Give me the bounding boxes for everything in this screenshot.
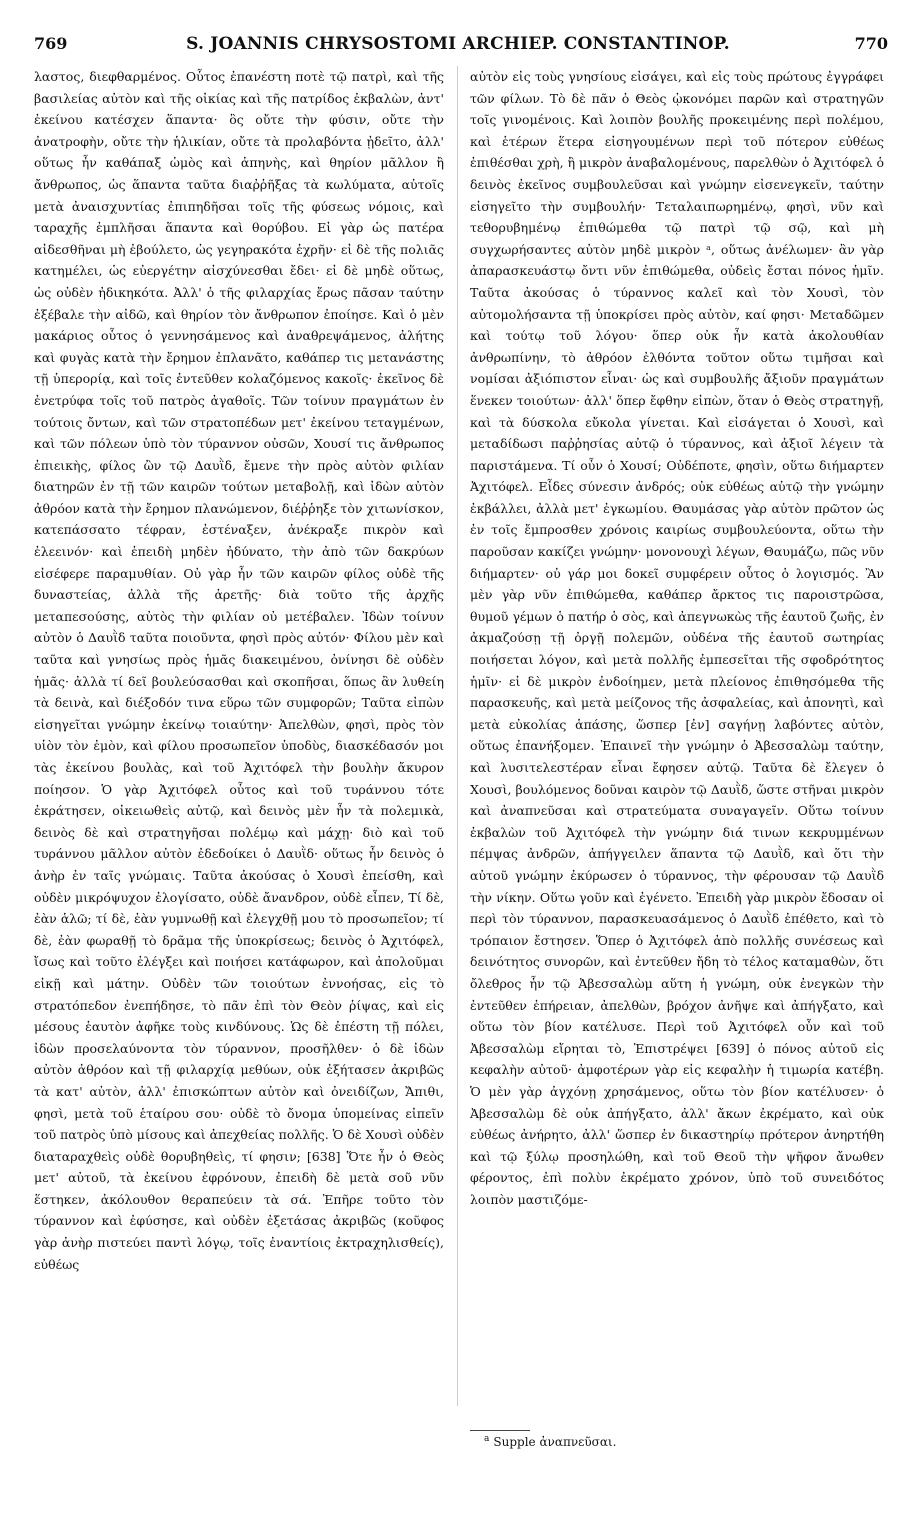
column-divider	[457, 66, 458, 1406]
footnote-rule	[470, 1430, 530, 1431]
right-column-text: αὐτὸν εἰς τοὺς γνησίους εἰσάγει, καὶ εἰς τοὺς πρώτους ἐγγράφει τῶν φίλων. Τὸ δὲ πᾶν ὁ Θεὸς ᾠκονόμει παρῶν καὶ στρατηγῶν τοῖς γινομένοις. Καὶ λοιπὸν βουλῆς προκειμένης περὶ πολέμου, καὶ ἑτέρων ἕτερα εἰσηγουμένων περὶ τοῦ πότερον εὐθέως ἐπιθέσθαι χρὴ, ἢ μικρὸν ἀναβαλομένους, παρελθὼν ὁ Ἀχιτόφελ ὁ δεινὸς ἐκεῖνος συμβουλεῦσαι καὶ γνώμην εἰσενεγκεῖν, ταύτην εἰσηγεῖτο τὴν συμβουλήν· Τεταλαιπωρημένῳ, φησὶ, νῦν καὶ τεθορυβημένῳ ἐπιθώμεθα τῷ πατρὶ τῷ σῷ, καὶ μὴ συγχωρήσαντες αὐτὸν μηδὲ μικρὸν ᵃ, οὕτως ἀνέλωμεν· ἂν γὰρ ἀπαρασκευάστῳ ὄντι νῦν ἐπιθώμεθα, οὐδεὶς ἔσται πόνος ἡμῖν. Ταῦτα ἀκούσας ὁ τύραννος καλεῖ καὶ τὸν Χουσὶ, τὸν αὐτομολήσαντα τῇ ὑποκρίσει πρὸς αὐτὸν, καί φησι· Μεταδῶμεν καὶ τούτῳ τοῦ λόγου· ὅπερ οὐκ ἦν κατὰ ἀκολουθίαν ἀνθρωπίνην, τὸ ἀθρόον ἐλθόντα τοῦτον οὕτω τιμῆσαι καὶ νομίσαι ἀξιόπιστον εἶναι· ὡς καὶ συμβουλῆς ἄξιοῦν πραγμάτων ἕνεκεν τοιούτων· ἀλλ' ὅπερ ἔφθην εἰπὼν, ὅταν ὁ Θεὸς στρατηγῇ, καὶ τὰ δύσκολα εὔκολα γίνεται. Καὶ εἰσάγεται ὁ Χουσὶ, καὶ μεταδίδωσι παῤῥησίας αὐτῷ ὁ τύραννος, καὶ ἀξιοῖ λέγειν τὰ παριστάμενα. Τί οὖν ὁ Χουσί; Οὐδέποτε, φησὶν, οὕτω διήμαρτεν Ἀχιτόφελ. Εἶδες σύνεσιν ἀνδρός; οὐκ εὐθέως αὐτῷ τὴν γνώμην ἐκβάλλει, ἀλλὰ μετ' ἐγκωμίου. Θαυμάσας γὰρ αὐτὸν πρῶτον ὡς ἐν τοῖς ἔμπροσθεν χρόνοις καιρίως συμβουλεύοντα, οὕτω τὴν παροῦσαν κακίζει γνώμην· μονονουχὶ λέγων, Θαυμάζω, πῶς νῦν διήμαρτεν· οὐ γάρ μοι δοκεῖ συμφέρειν οὗτος ὁ λογισμός. Ἂν μὲν γὰρ νῦν ἐπιθώμεθα, καθάπερ ἄρκτος τις παροιστρῶσα, θυμοῦ γέμων ὁ πατήρ ὁ σὸς, καὶ ἀπεγνωκὼς τῆς ἑαυτοῦ ζωῆς, ἐν ἀκμαζούσῃ τῇ ὀργῇ πολεμῶν, οὐδένα τῆς ἑαυτοῦ σωτηρίας ποιήσεται λόγον, καὶ μετὰ πολλῆς ἐμπεσεῖται τῆς σφοδρότητος ἡμῖν· εἰ δὲ μικρὸν ἐνδοίημεν, μετὰ πλείονος ἐπιθησόμεθα τῆς παρασκευῆς, καὶ μετὰ μείζονος τῆς ἀσφαλείας, καὶ ἀπονητὶ, καὶ μετὰ εὐκολίας ἁπάσης, ὥσπερ [ἐν] σαγήνῃ λαβόντες αὐτὸν, οὕτως ἐπανήξομεν. Ἐπαινεῖ τὴν γνώμην ὁ Ἀβεσσαλὼμ ταύτην, καὶ λυσιτελεστέραν εἶναι ἔφησεν αὐτῷ. Ταῦτα δὲ ἔλεγεν ὁ Χουσὶ, βουλόμενος δοῦναι καιρὸν τῷ Δαυῒδ, ὥστε στῆναι μικρὸν καὶ ἀναπνεῦσαι καὶ στρατεύματα συναγαγεῖν. Οὕτω τοίνυν ἐκβαλὼν τοῦ Ἀχιτόφελ τὴν γνώμην διά τινων κεκρυμμένων πέμψας ἀνδρῶν, ἀπήγγειλεν ἅπαντα τῷ Δαυῒδ, καὶ ὅτι τὴν αὐτοῦ γνώμην ἐκύρωσεν ὁ τύραννος, τὴν φέρουσαν τῷ Δαυῒδ τὴν νίκην. Οὕτω γοῦν καὶ ἐγένετο. Ἐπειδὴ γὰρ μικρὸν ἔδοσαν οἱ περὶ τὸν τύραννον, παρασκευασάμενος ὁ Δαυῒδ ἐπέθετο, καὶ τὸ τρόπαιον ἔστησεν. Ὅπερ ὁ Ἀχιτόφελ ἀπὸ πολλῆς συνέσεως καὶ δεινότητος συνορῶν, καὶ ἐντεῦθεν ἤδη τὸ τέλος καταμαθὼν, ὅτι ὄλεθρος ἦν τῷ Ἀβεσσαλὼμ αὕτη ἡ γνώμη, οὐκ ἐνεγκὼν τὴν ἐντεῦθεν ἐπήρειαν, ἀπελθὼν, βρόχον ἀνῆψε καὶ ἀπήγξατο, καὶ οὕτω τὸν βίον κατέλυσε. Περὶ τοῦ Ἀχιτόφελ οὖν καὶ τοῦ Ἀβεσσαλὼμ εἴρηται τὸ, Ἐπιστρέψει [639] ὁ πόνος αὐτοῦ εἰς κεφαλὴν αὐτοῦ· ἀμφοτέρων γὰρ εἰς κεφαλὴν ἡ τιμωρία κατέβη. Ὁ μὲν γὰρ ἀγχόνῃ χρησάμενος, οὕτω τὸν βίον κατέλυσεν· ὁ Ἀβεσσαλὼμ δὲ οὐκ ἀπήγξατο, ἀλλ' ἄκων ἐκρέματο, καὶ οὐκ εὐθέως ἀνήρητο, ἀλλ' ὥσπερ ἐν δικαστηρίῳ πρότερον ἀνηρτήθη καὶ τῷ ξύλῳ προσηλώθη, καὶ τοῦ Θεοῦ τὴν ψῆφον ἄνωθεν φέροντος, ἐπὶ πολὺν ἐκρέματο χρόνον, ὑπὸ τοῦ συνειδότος λοιπὸν μαστιζόμε-	[470, 69, 884, 1207]
page-number-left: 769	[34, 34, 68, 53]
right-column	[470, 66, 884, 1210]
footnote-text: Supple ἀναπνεῦσαι.	[493, 1435, 617, 1449]
running-header	[26, 34, 890, 60]
page-number-right: 770	[854, 34, 888, 53]
left-column-text: λαστος, διεφθαρμένος. Οὗτος ἐπανέστη ποτὲ τῷ πατρὶ, καὶ τῆς βασιλείας αὐτὸν καὶ τῆς οἰκίας καὶ τῆς πατρίδος ἐκβαλὼν, ἀντ' ἐκείνου κατέσχεν ἅπαντα· ὃς οὔτε τὴν φύσιν, οὔτε τὴν ἀνατροφὴν, οὔτε τὴν ἡλικίαν, οὔτε τὰ προλαβόντα ᾐδεῖτο, ἀλλ' οὕτως ἦν καθάπαξ ὠμὸς καὶ ἀπηνὴς, καὶ θηρίον μᾶλλον ἢ ἄνθρωπος, ὡς ἅπαντα ταῦτα διαῤῥῆξας τὰ κωλύματα, αὐτοῖς μετὰ ἀναισχυντίας ἐπιπηδῆσαι τοῖς τῆς φύσεως νόμοις, καὶ ταραχῆς ἐμπλῆσαι ἅπαντα καὶ θορύβου. Εἰ γὰρ ὡς πατέρα αἰδεσθῆναι μὴ ἐβούλετο, ὡς γεγηρακότα ἐχρῆν· εἰ δὲ τῆς πολιᾶς κατημέλει, ὡς εὐεργέτην αἰσχύνεσθαι ἔδει· εἰ δὲ μηδὲ οὕτως, ὡς οὐδὲν ἠδικηκότα. Ἀλλ' ὁ τῆς φιλαρχίας ἔρως πᾶσαν ταύτην ἐξέβαλε τὴν αἰδῶ, καὶ θηρίον τὸν ἄνθρωπον ἐποίησε. Καὶ ὁ μὲν μακάριος οὗτος ὁ γεννησάμενος καὶ ἀναθρεψάμενος, ἀλήτης καὶ φυγὰς κατὰ τὴν ἔρημον ἐπλανᾶτο, καθάπερ τις μετανάστης τῇ ὑπερορίᾳ, καὶ τοῖς ἐντεῦθεν κολαζόμενος κακοῖς· ἐκεῖνος δὲ ἐνετρύφα τοῖς τοῦ πατρὸς ἀγαθοῖς. Τῶν τοίνυν πραγμάτων ἐν τούτοις ὄντων, καὶ τῶν στρατοπέδων μετ' ἐκείνου τεταγμένων, καὶ τῶν πόλεων ὑπὸ τὸν τύραννον οὐσῶν, Χουσί τις ἄνθρωπος ἐπιεικὴς, φίλος ὢν τῷ Δαυῒδ, ἔμενε τὴν πρὸς αὐτὸν φιλίαν διατηρῶν ἐν τῇ τῶν καιρῶν τούτων μεταβολῇ, καὶ ἰδὼν αὐτὸν ἀθρόον κατὰ τὴν ἔρημον πλανώμενον, διέῤῥηξε τὸν χιτωνίσκον, κατεπάσσατο τέφραν, ἐστέναξεν, ἀνέκραξε πικρὸν καὶ ἐλεεινόν· καὶ ἐπειδὴ μηδὲν ἠδύνατο, τὴν ἀπὸ τῶν δακρύων εἰσέφερε παραμυθίαν. Οὐ γὰρ ἦν τῶν καιρῶν φίλος οὐδὲ τῆς δυναστείας, ἀλλὰ τῆς ἀρετῆς· διὰ τοῦτο τῆς ἀρχῆς μεταπεσούσης, αὐτὸς τὴν φιλίαν οὐ μετέβαλεν. Ἰδὼν τοίνυν αὐτὸν ὁ Δαυῒδ ταῦτα ποιοῦντα, φησὶ πρὸς αὐτόν· Φίλου μὲν καὶ ταῦτα καὶ γνησίως πρὸς ἡμᾶς διακειμένου, ὀνίνησι δὲ οὐδὲν ἡμᾶς· ἀλλὰ τί δεῖ βουλεύσασθαι καὶ σκοπῆσαι, ὅπως ἂν λυθείη τὰ δεινὰ, καὶ διέξοδόν τινα εὕρω τῶν συμφορῶν; Ταῦτα εἰπὼν εἰσηγεῖται γνώμην ἐκείνῳ τοιαύτην· Ἀπελθὼν, φησὶ, πρὸς τὸν υἱὸν τὸν ἐμὸν, καὶ φίλου προσωπεῖον ὑποδὺς, διασκέδασόν μοι τὰς ἐκείνου βουλὰς, καὶ τοῦ Ἀχιτόφελ τὴν βουλὴν ἄκυρον ποίησον. Ὁ γὰρ Ἀχιτόφελ οὗτος καὶ τοῦ τυράννου τότε ἐκράτησεν, οἰκειωθεὶς αὐτῷ, καὶ δεινὸς μὲν ἦν τὰ πολεμικὰ, δεινὸς δὲ καὶ στρατηγῆσαι πολέμῳ καὶ μάχῃ· διὸ καὶ τοῦ τυράννου μᾶλλον αὐτὸν ἐδεδοίκει ὁ Δαυῒδ· οὕτως ἦν δεινὸς ὁ ἀνὴρ ἐν ταῖς γνώμαις. Ταῦτα ἀκούσας ὁ Χουσὶ ἐπείσθη, καὶ οὐδὲν μικρόψυχον ἐλογίσατο, οὐδὲ ἄνανδρον, οὐδὲ εἶπεν, Τί δὲ, ἐὰν ἁλῶ; τί δὲ, ἐὰν γυμνωθῇ καὶ ἐλεγχθῇ μου τὸ προσωπεῖον; τί δὲ, ἐὰν φωραθῇ τὸ δρᾶμα τῆς ὑποκρίσεως; δεινὸς ὁ Ἀχιτόφελ, ἴσως καὶ τοῦτο ἐλέγξει καὶ ποιήσει κατάφωρον, καὶ ἀπολοῦμαι εἰκῇ καὶ μάτην. Οὐδὲν τῶν τοιούτων ἐννοήσας, εἰς τὸ στρατόπεδον ἐνεπήδησε, τὸ πᾶν ἐπὶ τὸν Θεὸν ῥίψας, καὶ εἰς μέσους ἑαυτὸν ἀφῆκε τοὺς κινδύνους. Ὡς δὲ ἐπέστη τῇ πόλει, ἰδὼν προσελαύνοντα τὸν τύραννον, προσῆλθεν· ὁ δὲ ἰδὼν αὐτὸν ἀθρόον καὶ τῇ φιλαρχίᾳ μεθύων, οὐκ ἐξήτασεν ἀκριβῶς τὰ κατ' αὐτὸν, ἀλλ' ἐπισκώπτων αὐτὸν καὶ ὀνειδίζων, Ἄπιθι, φησὶ, μετὰ τοῦ ἑταίρου σου· οὐδὲ τὸ ὄνομα ὑπομείνας εἰπεῖν τοῦ πατρὸς ὑπὸ μίσους καὶ ἀπεχθείας πολλῆς. Ὁ δὲ Χουσὶ οὐδὲν διαταραχθεὶς οὐδὲ θορυβηθεὶς, τί φησιν; [638] Ὅτε ἦν ὁ Θεὸς μετ' αὐτοῦ, τὰ ἐκείνου ἐφρόνουν, ἐπειδὴ δὲ μετὰ σοῦ νῦν ἕστηκεν, ἀκόλουθον θεραπεύειν τὰ σά. Ἐπῆρε τοῦτο τὸν τύραννον καὶ ἐφύσησε, καὶ οὐδὲν ἐξετάσας ἀκριβῶς (κοῦφος γὰρ ἀνὴρ πιστεύει παντὶ λόγῳ, τοῖς ἐναντίοις ἐκτραχηλισθείς), εὐθέως	[34, 69, 444, 1272]
running-title: S. JOANNIS CHRYSOSTOMI ARCHIEP. CONSTANTINOP.	[186, 34, 730, 54]
left-column	[34, 66, 444, 1275]
footnote	[484, 1434, 616, 1449]
footnote-marker: a	[484, 1434, 490, 1444]
